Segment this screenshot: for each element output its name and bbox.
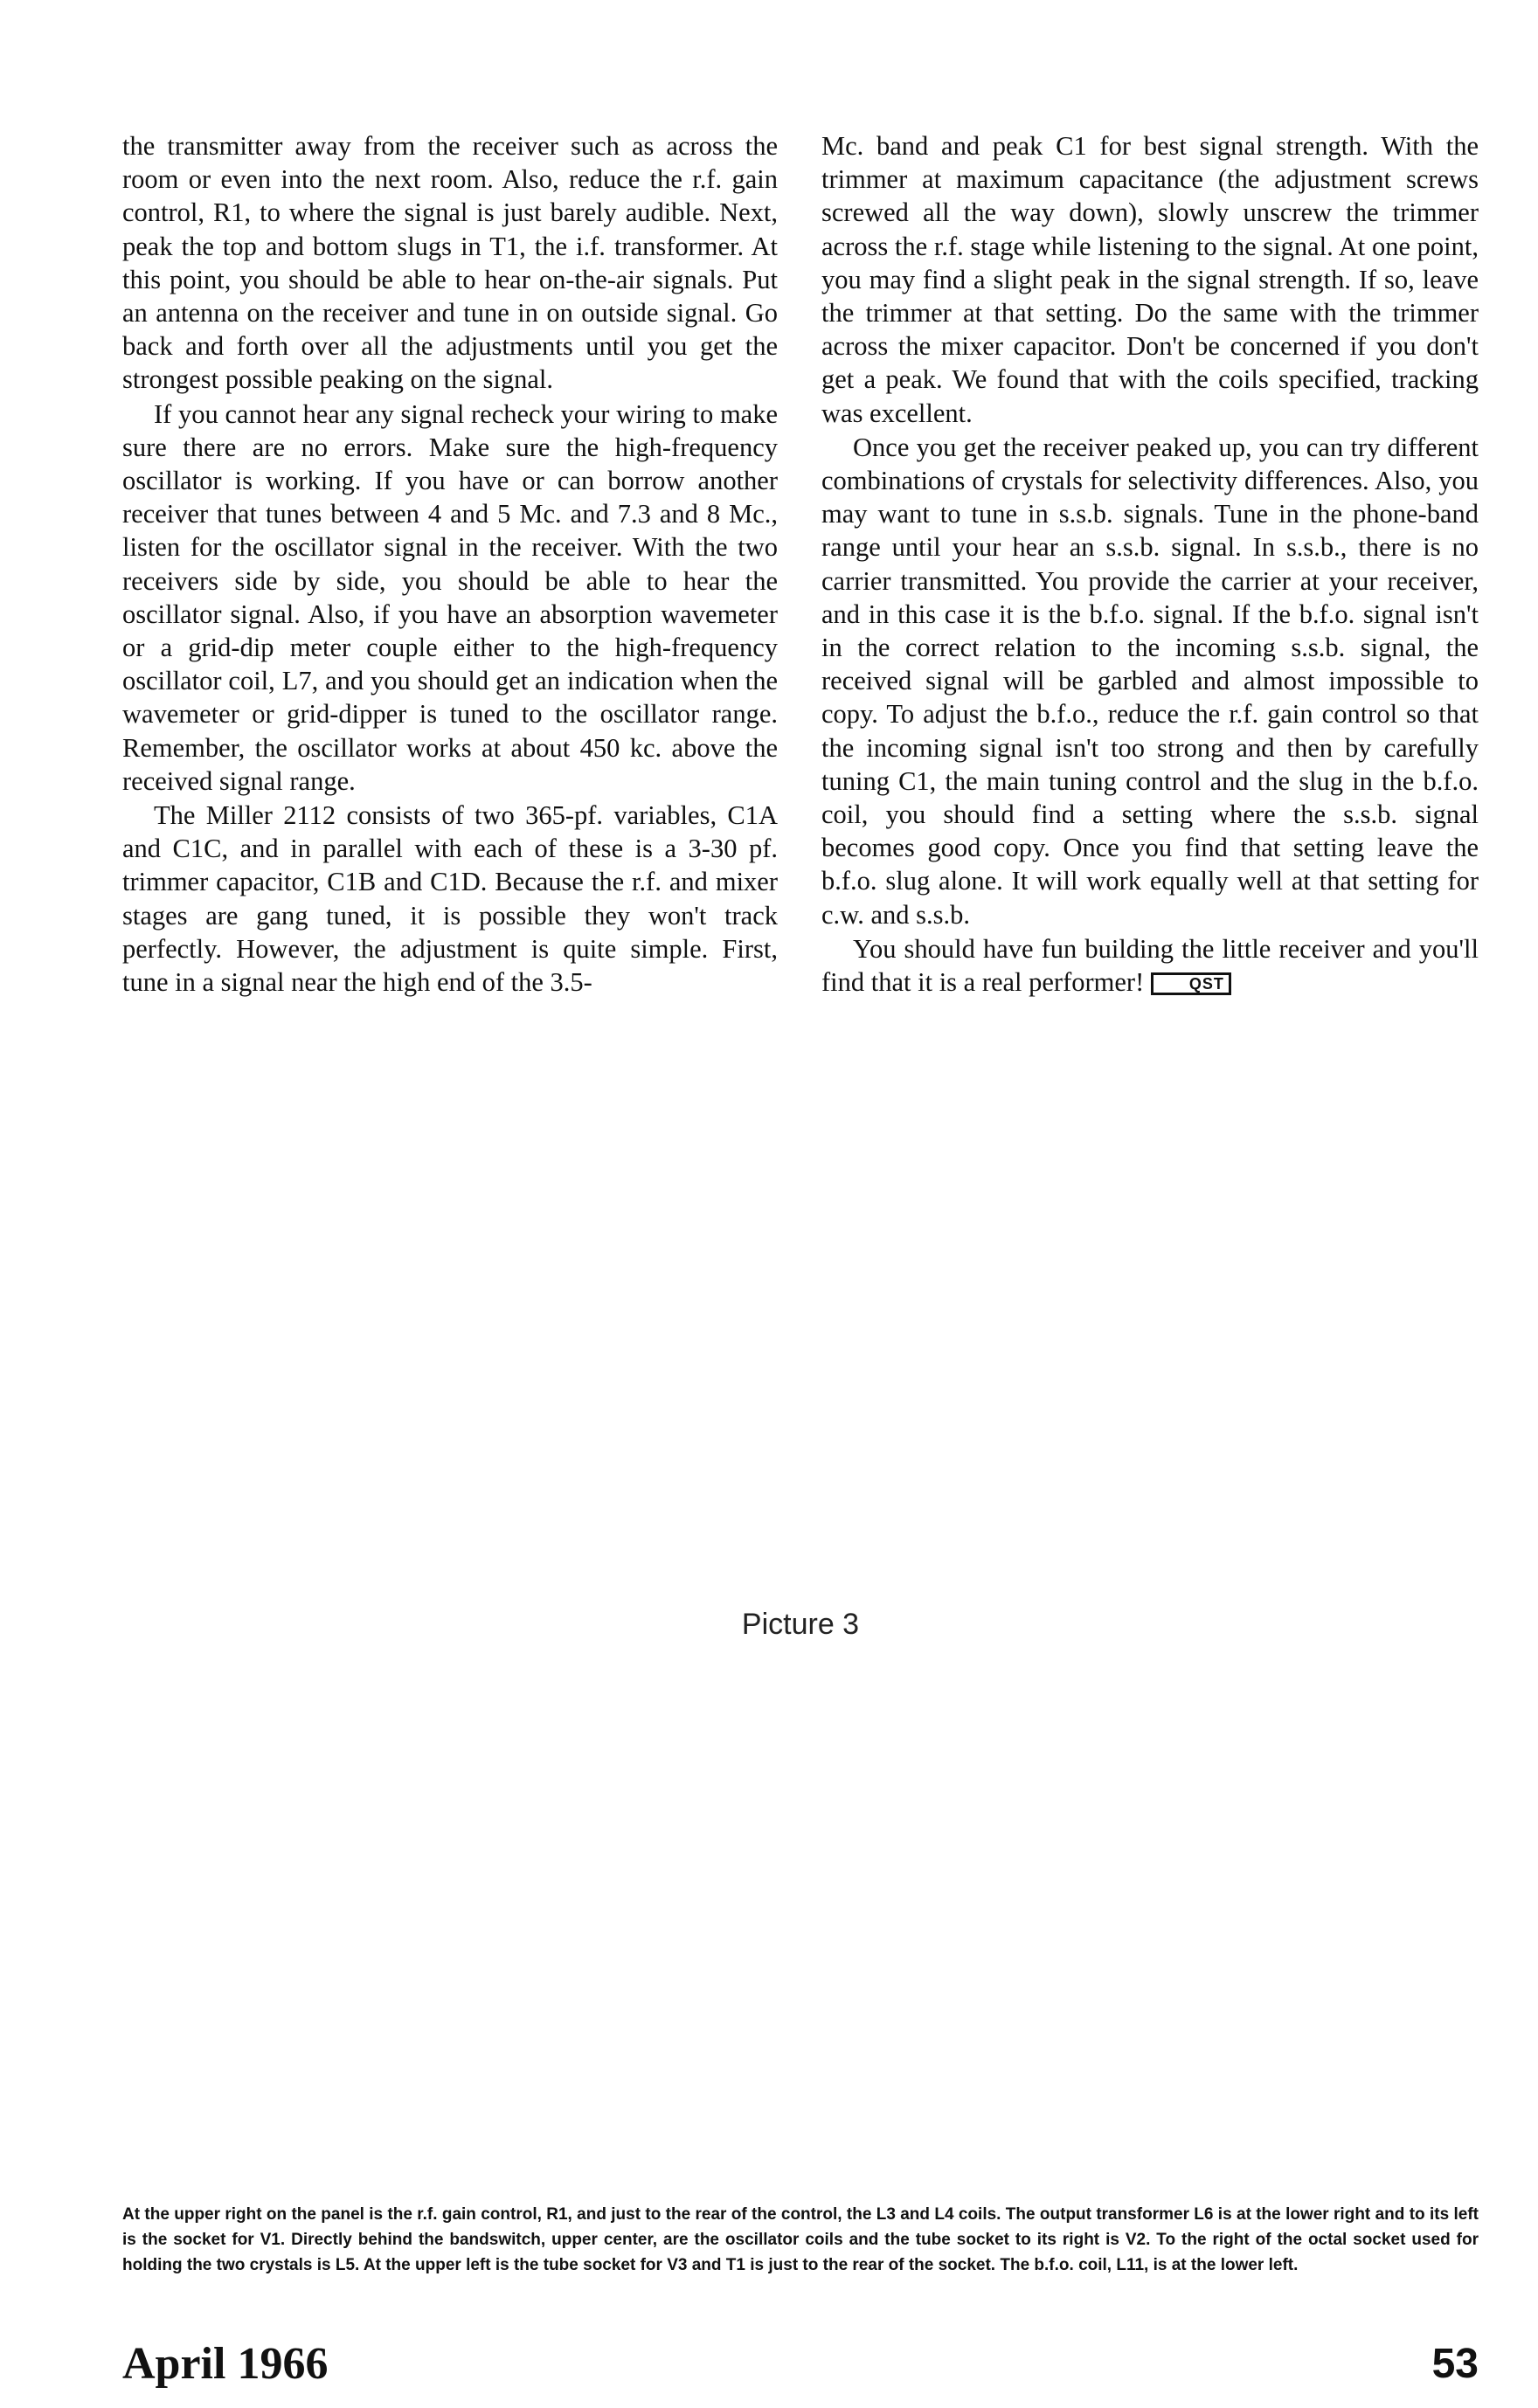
issue-date: April 1966 xyxy=(122,2339,329,2389)
figure-label: Picture 3 xyxy=(741,1608,860,1641)
left-text-column xyxy=(122,129,778,999)
paragraph: Once you get the receiver peaked up, you can try different combinations of crystals for selectivity differences. Also, you may want to tune in s.s.b. signals. Tune in the phone-band range until your hear an s.s.b. signal. In s.s.b., there is no carrier transmitted. You provide the carrier at your receiver, and in this case it is the b.f.o. signal. If the b.f.o. signal isn't in the correct relation to the incoming s.s.b. signal, the received signal will be garbled and almost impossible to copy. To adjust the b.f.o., reduce the r.f. gain control so that the incoming signal isn't too strong and then by carefully tuning C1, the main tuning control and the slug in the b.f.o. coil, you should find a setting where the s.s.b. signal becomes good copy. Once you find that setting leave the b.f.o. slug alone. It will work equally well at that setting for c.w. and s.s.b. xyxy=(821,432,1479,930)
right-text-column xyxy=(821,129,1479,999)
paragraph: The Miller 2112 consists of two 365-pf. variables, C1A and C1C, and in parallel with each of these is a 3-30 pf. trimmer capacitor, C1B and C1D. Because the r.f. and mixer stages are gang tuned, it is possible they won't track perfectly. However, the adjustment is quite simple. First, tune in a signal near the high end of the 3.5- xyxy=(122,800,778,998)
page-number: 53 xyxy=(1431,2341,1479,2387)
figure-area xyxy=(122,1206,1479,2062)
paragraph: the transmitter away from the receiver such as across the room or even into the next room. Also, reduce the r.f. gain control, R1, to where the signal is just barely audible. Next, peak the top and bottom slugs in T1, the i.f. transformer. At this point, you should be able to hear on-the-air signals. Put an antenna on the receiver and tune in on outside signal. Go back and forth over all the adjustments until you get the strongest possible peaking on the signal. xyxy=(122,131,778,395)
figure-caption: At the upper right on the panel is the r.f. gain control, R1, and just to the rear of the control, the L3 and L4 coils. The output transformer L6 is at the lower right and to its left is the socket for V1. Directly behind the bandswitch, upper center, are the oscillator coils and the tube socket to its right is V2. To the right of the octal socket used for holding the two crystals is L5. At the upper left is the tube socket for V3 and T1 is just to the rear of the socket. The b.f.o. coil, L11, is at the lower left. xyxy=(122,2205,1479,2274)
closing-paragraph xyxy=(821,932,1479,999)
qst-end-mark-icon: QST xyxy=(1151,972,1231,995)
paragraph: Mc. band and peak C1 for best signal strength. With the trimmer at maximum capacitance (the adjustment screws screwed all the way down), slowly unscrew the trimmer across the r.f. stage while listening to the signal. At one point, you may find a slight peak in the signal strength. If so, leave the trimmer at that setting. Do the same with the trimmer across the mixer capacitor. Don't be concerned if you don't get a peak. We found that with the coils specified, tracking was excellent. xyxy=(821,131,1479,428)
paragraph: If you cannot hear any signal recheck your wiring to make sure there are no errors. Make sure the high-frequency oscillator is working. If you have or can borrow another receiver that tunes between 4 and 5 Mc. and 7.3 and 8 Mc., listen for the oscillator signal in the receiver. With the two receivers side by side, you should be able to hear the oscillator signal. Also, if you have an absorption wavemeter or a grid-dip meter couple either to the high-frequency oscillator coil, L7, and you should get an indication when the wavemeter or grid-dipper is tuned to the oscillator range. Remember, the oscillator works at about 450 kc. above the received signal range. xyxy=(122,398,778,796)
paragraph-text: You should have fun building the little receiver and you'll find that it is a real performer! xyxy=(821,933,1479,998)
